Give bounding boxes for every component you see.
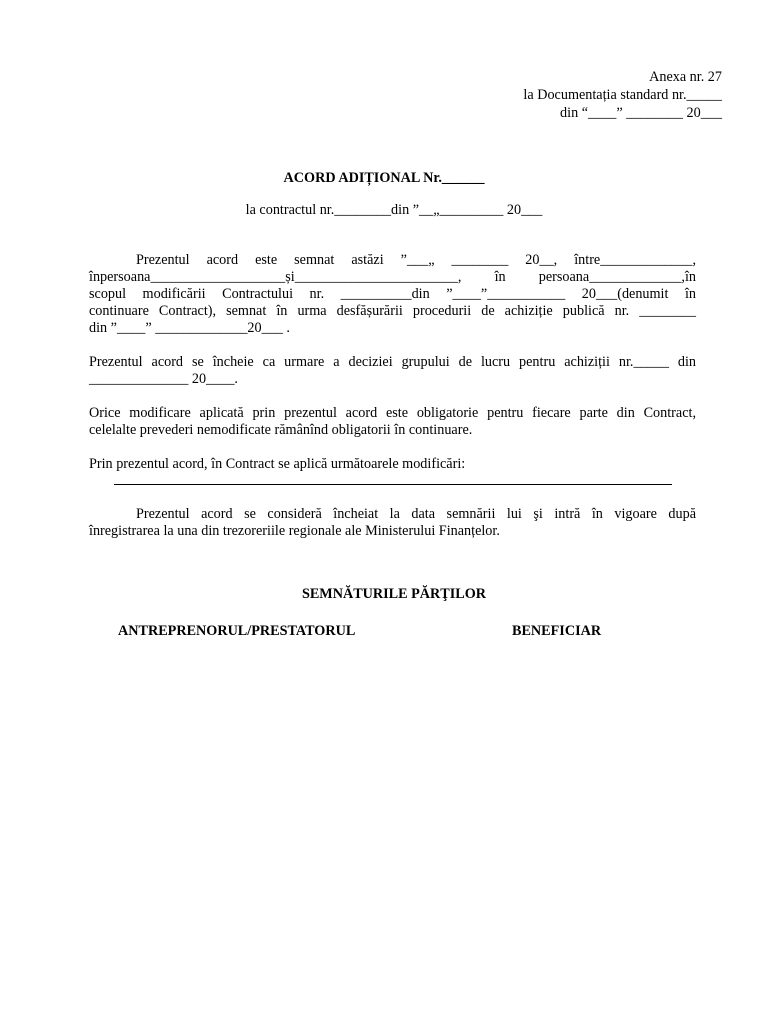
paragraph-line: Prin prezentul acord, în Contract se aplică următoarele modificări: <box>89 456 466 472</box>
beneficiary-party-label: BENEFICIAR <box>512 623 602 639</box>
paragraph-line: ______________ 20____. <box>89 371 238 387</box>
paragraph-line: Prezentul acord este semnat astăzi ”___„ ________ 20__, între_____________, <box>136 252 696 268</box>
modifications-blank-line <box>114 484 672 485</box>
paragraph-obligations <box>89 405 696 439</box>
signatures-title: SEMNĂTURILE PĂRŢILOR <box>301 586 487 602</box>
paragraph-entry-into-force <box>89 506 696 540</box>
annex-number: Anexa nr. 27 <box>649 69 722 85</box>
annex-header <box>523 68 722 122</box>
annex-documentation-ref: la Documentația standard nr._____ <box>523 87 722 103</box>
paragraph-parties <box>89 252 696 337</box>
document-title: ACORD ADIȚIONAL Nr.______ <box>283 170 485 186</box>
annex-date: din “____” ________ 20___ <box>560 105 722 121</box>
contractor-party-label: ANTREPRENORUL/PRESTATORUL <box>118 623 356 639</box>
paragraph-line: din ”____” _____________20___ . <box>89 320 290 336</box>
document-subtitle: la contractul nr.________din ”__„_________ 20___ <box>245 202 543 218</box>
paragraph-line: Prezentul acord se consideră încheiat la data semnării lui şi intră în vigoare după <box>136 506 696 522</box>
paragraph-line: scopul modificării Contractului nr. __________din ”____”___________ 20___(denumit în <box>89 286 696 302</box>
paragraph-line: Prezentul acord se încheie ca urmare a deciziei grupului de lucru pentru achiziții nr._____ din <box>89 354 696 370</box>
paragraph-line: celelalte prevederi nemodificate rămânînd obligatorii în continuare. <box>89 422 473 438</box>
paragraph-line: înregistrarea la una din trezoreriile regionale ale Ministerului Finanțelor. <box>89 523 500 539</box>
paragraph-modifications <box>89 456 696 473</box>
paragraph-line: Orice modificare aplicată prin prezentul acord este obligatorie pentru fiecare parte din Contract, <box>89 405 696 421</box>
paragraph-decision <box>89 354 696 388</box>
paragraph-line: înpersoana___________________și_______________________, în persoana_____________,în <box>89 269 696 285</box>
paragraph-line: continuare Contract), semnat în urma desfășurării procedurii de achiziție publică nr. ________ <box>89 303 696 319</box>
